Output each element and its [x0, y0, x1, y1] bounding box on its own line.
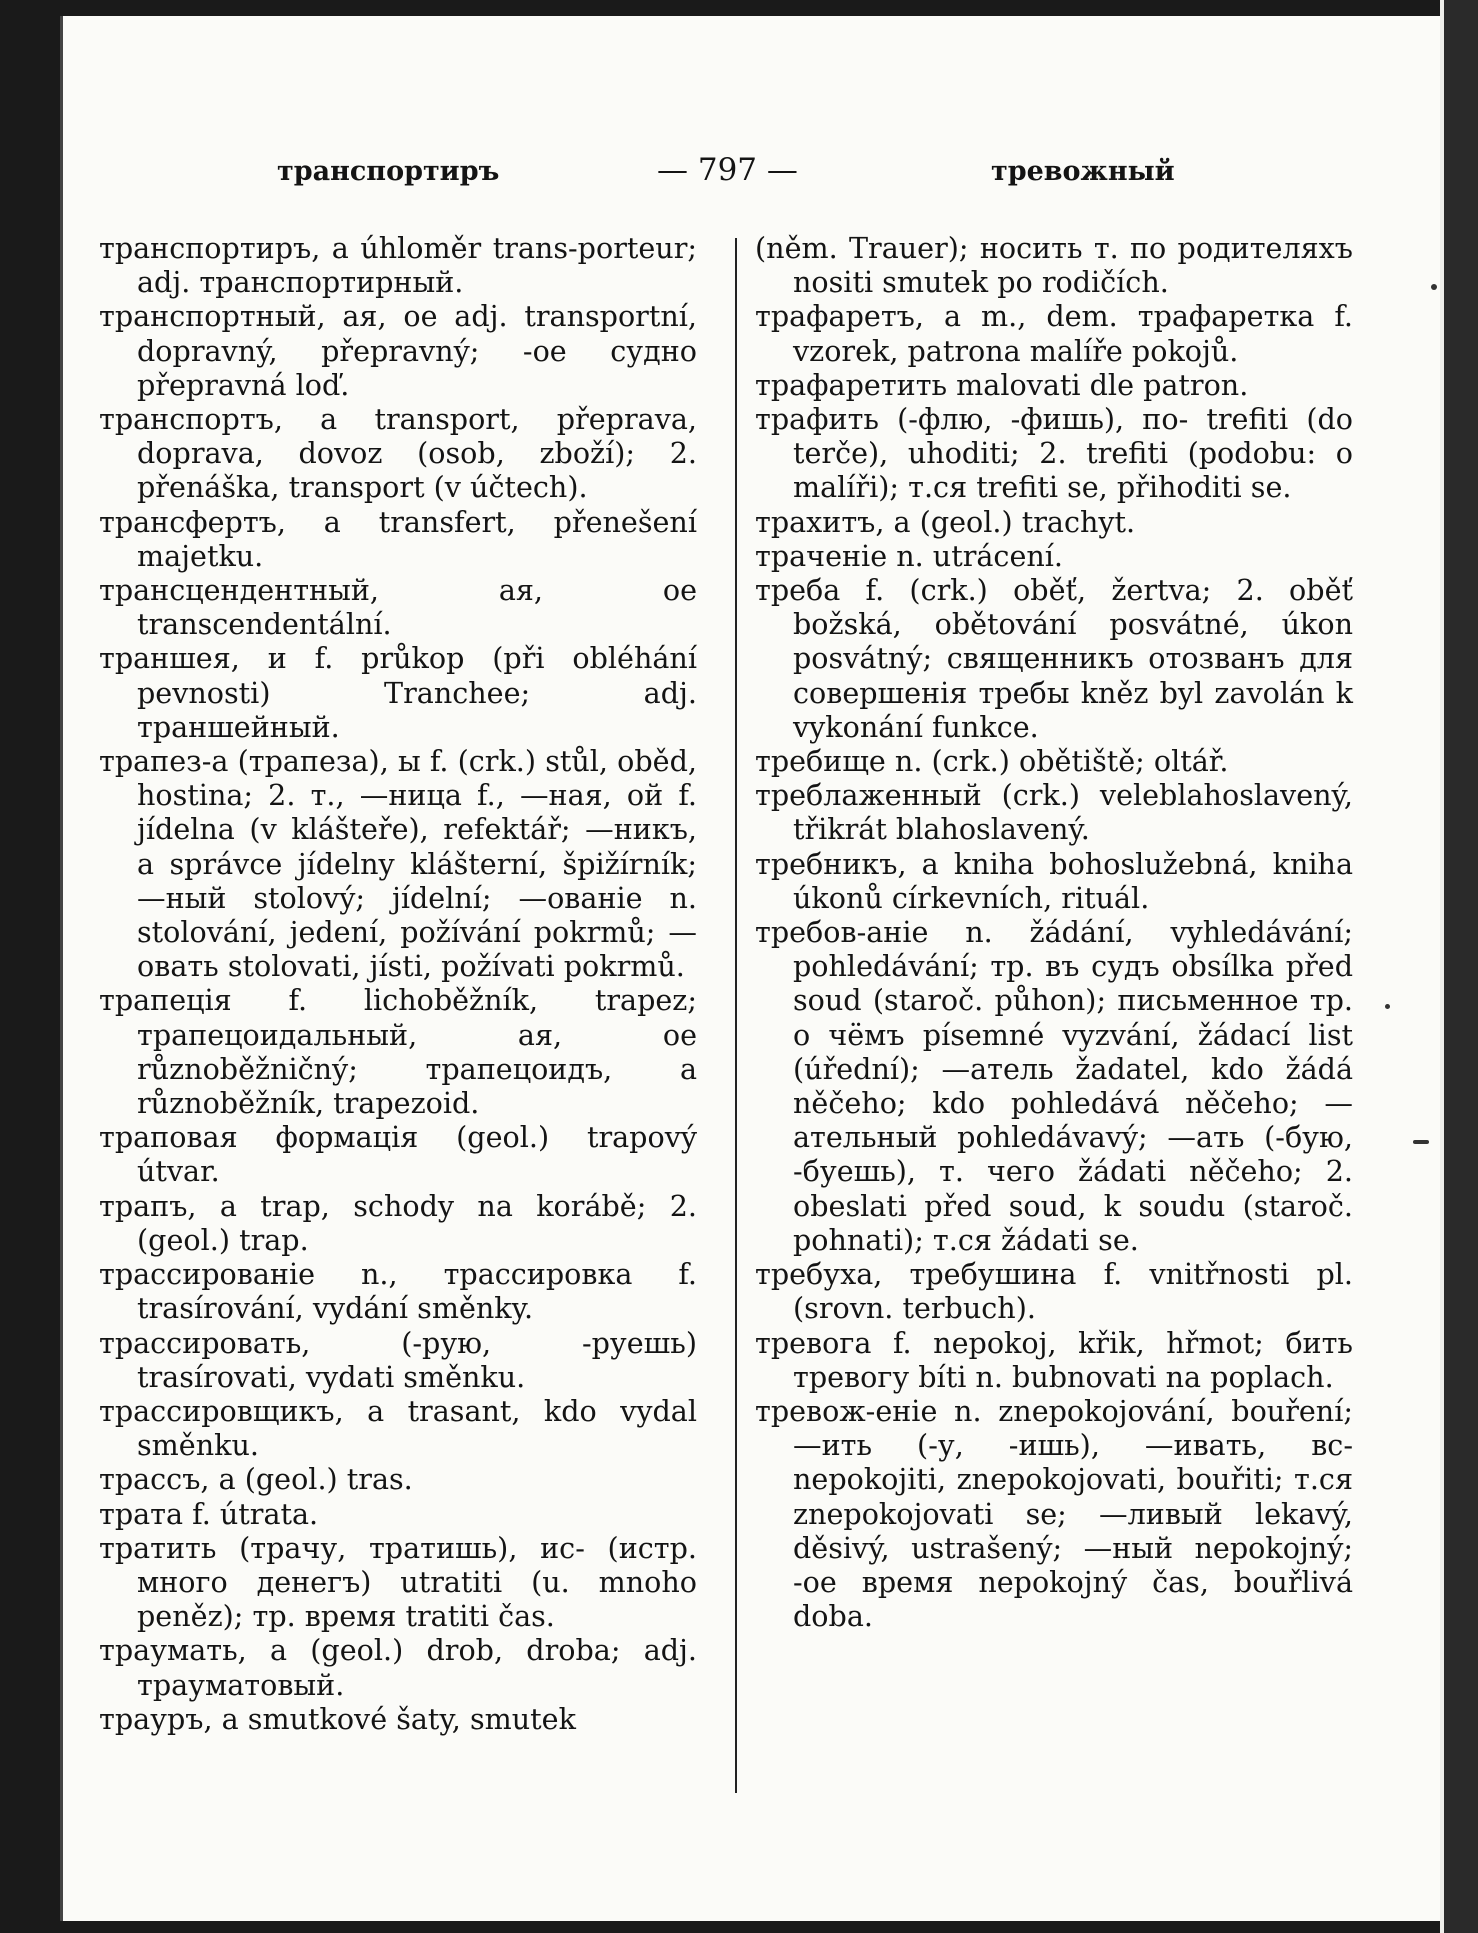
dictionary-entry: траумать, a (geol.) drob, droba; adj. трауматовый. [99, 1633, 697, 1702]
dictionary-entry: тревож-еніе n. znepokojování, bouření; —ить (-у, -ишь), —ивать, вс- nepokojiti, znepokojovati, bouřiti; т.ся znepokojovati se; —ливый lekavý, děsivý, ustrašený; —ный nepokojný; -ое время nepokojný čas, bouřlivá doba. [755, 1393, 1353, 1634]
dictionary-entry: трафить (-флю, -фишь), по- trefiti (do terče), uhoditi; 2. trefiti (podobu: o malíři); т.ся trefiti se, přihoditi se. [755, 402, 1353, 505]
dictionary-entry: трафаретить malovati dle patron. [755, 367, 1249, 402]
page-number: — 797 — [657, 152, 798, 188]
dictionary-entry: трансфертъ, a transfert, přenešení majetku. [99, 504, 697, 573]
dictionary-entry: трассированіе n., трассировка f. trasírování, vydání směnky. [99, 1257, 697, 1326]
header-right-guideword: тревожный [991, 156, 1175, 187]
scan-speck [1413, 1140, 1429, 1144]
dictionary-entry: трассъ, a (geol.) tras. [99, 1462, 413, 1497]
dictionary-entry: трапез-а (трапеза), ы f. (crk.) stůl, oběd, hostina; 2. т., —ница f., —ная, ой f. jídelna (v klášteře), refektář; —никъ, a správce jídelny klášterní, špižírník; —ный stolový; jídelní; —ованіе n. stolování, jedení, požívání pokrmů; —овать stolovati, jísti, požívati pokrmů. [99, 744, 697, 984]
scan-border [1440, 0, 1478, 1933]
scan-speck [1431, 284, 1437, 290]
left-column [99, 231, 697, 1736]
dictionary-entry: треба f. (crk.) oběť, žertva; 2. oběť božská, obětování posvátné, úkon posvátný; священникъ отозванъ для совершенія требы kněz byl zavolán k vykonání funkce. [755, 573, 1353, 744]
dictionary-entry: транспортный, ая, ое adj. transportní, dopravný, přepravný; -ое судно přepravná loď. [99, 299, 697, 402]
right-column [755, 231, 1353, 1633]
dictionary-entry: требище n. (crk.) obětiště; oltář. [755, 744, 1229, 779]
header-left-guideword: транспортиръ [277, 156, 500, 187]
dictionary-entry: транспортъ, a transport, přeprava, doprava, dovoz (osob, zboží); 2. přenáška, transport (v účtech). [99, 402, 697, 505]
dictionary-entry: трансцендентный, ая, ое transcendentální. [99, 573, 697, 642]
column-divider [735, 238, 737, 1793]
running-header [63, 152, 1443, 196]
dictionary-entry: транспортиръ, a úhloměr trans-porteur; adj. транспортирный. [99, 231, 697, 300]
dictionary-entry: треблаженный (crk.) veleblahoslavený, třikrát blahoslavený. [755, 778, 1353, 847]
dictionary-entry: тратить (трачу, тратишь), ис- (истр. много денегъ) utratiti (u. mnoho peněz); тр. время tratiti čas. [99, 1530, 697, 1634]
dictionary-entry: трахитъ, a (geol.) trachyt. [755, 504, 1136, 539]
dictionary-entry: требов-аніе n. žádání, vyhledávání; pohledávání; тр. въ судъ obsílka před soud (staroč. půhon); письменное тр. о чёмъ písemné vyzvání, žádací list (úřední); —атель žadatel, kdo žádá něčeho; kdo pohledává něčeho; —ательный pohledávavý; —ать (-бую, -буешь), т. чего žádati něčeho; 2. obeslati před soud, k soudu (staroč. pohnati); т.ся žádati se. [755, 915, 1353, 1257]
dictionary-entry: требникъ, a kniha bohoslužebná, kniha úkonů církevních, rituál. [755, 846, 1353, 915]
dictionary-entry: трапъ, a trap, schody na korábě; 2. (geol.) trap. [99, 1188, 697, 1257]
dictionary-entry: тревога f. nepokoj, křik, hřmot; бить тревогу bíti n. bubnovati na poplach. [755, 1325, 1353, 1394]
dictionary-entry: траченіе n. utrácení. [755, 538, 1064, 573]
dictionary-entry: трапеція f. lichoběžník, trapez; трапецоидальный, ая, ое různoběžničný; трапецоидъ, a různoběžník, trapezoid. [99, 983, 697, 1121]
scan-speck [1385, 1004, 1390, 1009]
dictionary-entry: (něm. Trauer); носить т. по родителяхъ nositi smutek po rodičích. [755, 231, 1353, 300]
dictionary-entry: требуха, требушина f. vnitřnosti pl. (srovn. terbuch). [755, 1257, 1353, 1326]
dictionary-entry: трауръ, a smutkové šaty, smutek [99, 1701, 576, 1736]
dictionary-entry: трата f. útrata. [99, 1496, 319, 1531]
dictionary-entry: трассировать, (-рую, -руешь) trasírovati, vydati směnku. [99, 1325, 697, 1394]
dictionary-entry: траншея, и f. průkop (při obléhání pevnosti) Tranchee; adj. траншейный. [99, 641, 697, 744]
dictionary-entry: трафаретъ, a m., dem. трафаретка f. vzorek, patrona malíře pokojů. [755, 299, 1353, 368]
dictionary-entry: траповая формація (geol.) trapový útvar. [99, 1120, 697, 1189]
dictionary-entry: трассировщикъ, a trasant, kdo vydal směnku. [99, 1393, 697, 1463]
dictionary-page [60, 16, 1440, 1921]
